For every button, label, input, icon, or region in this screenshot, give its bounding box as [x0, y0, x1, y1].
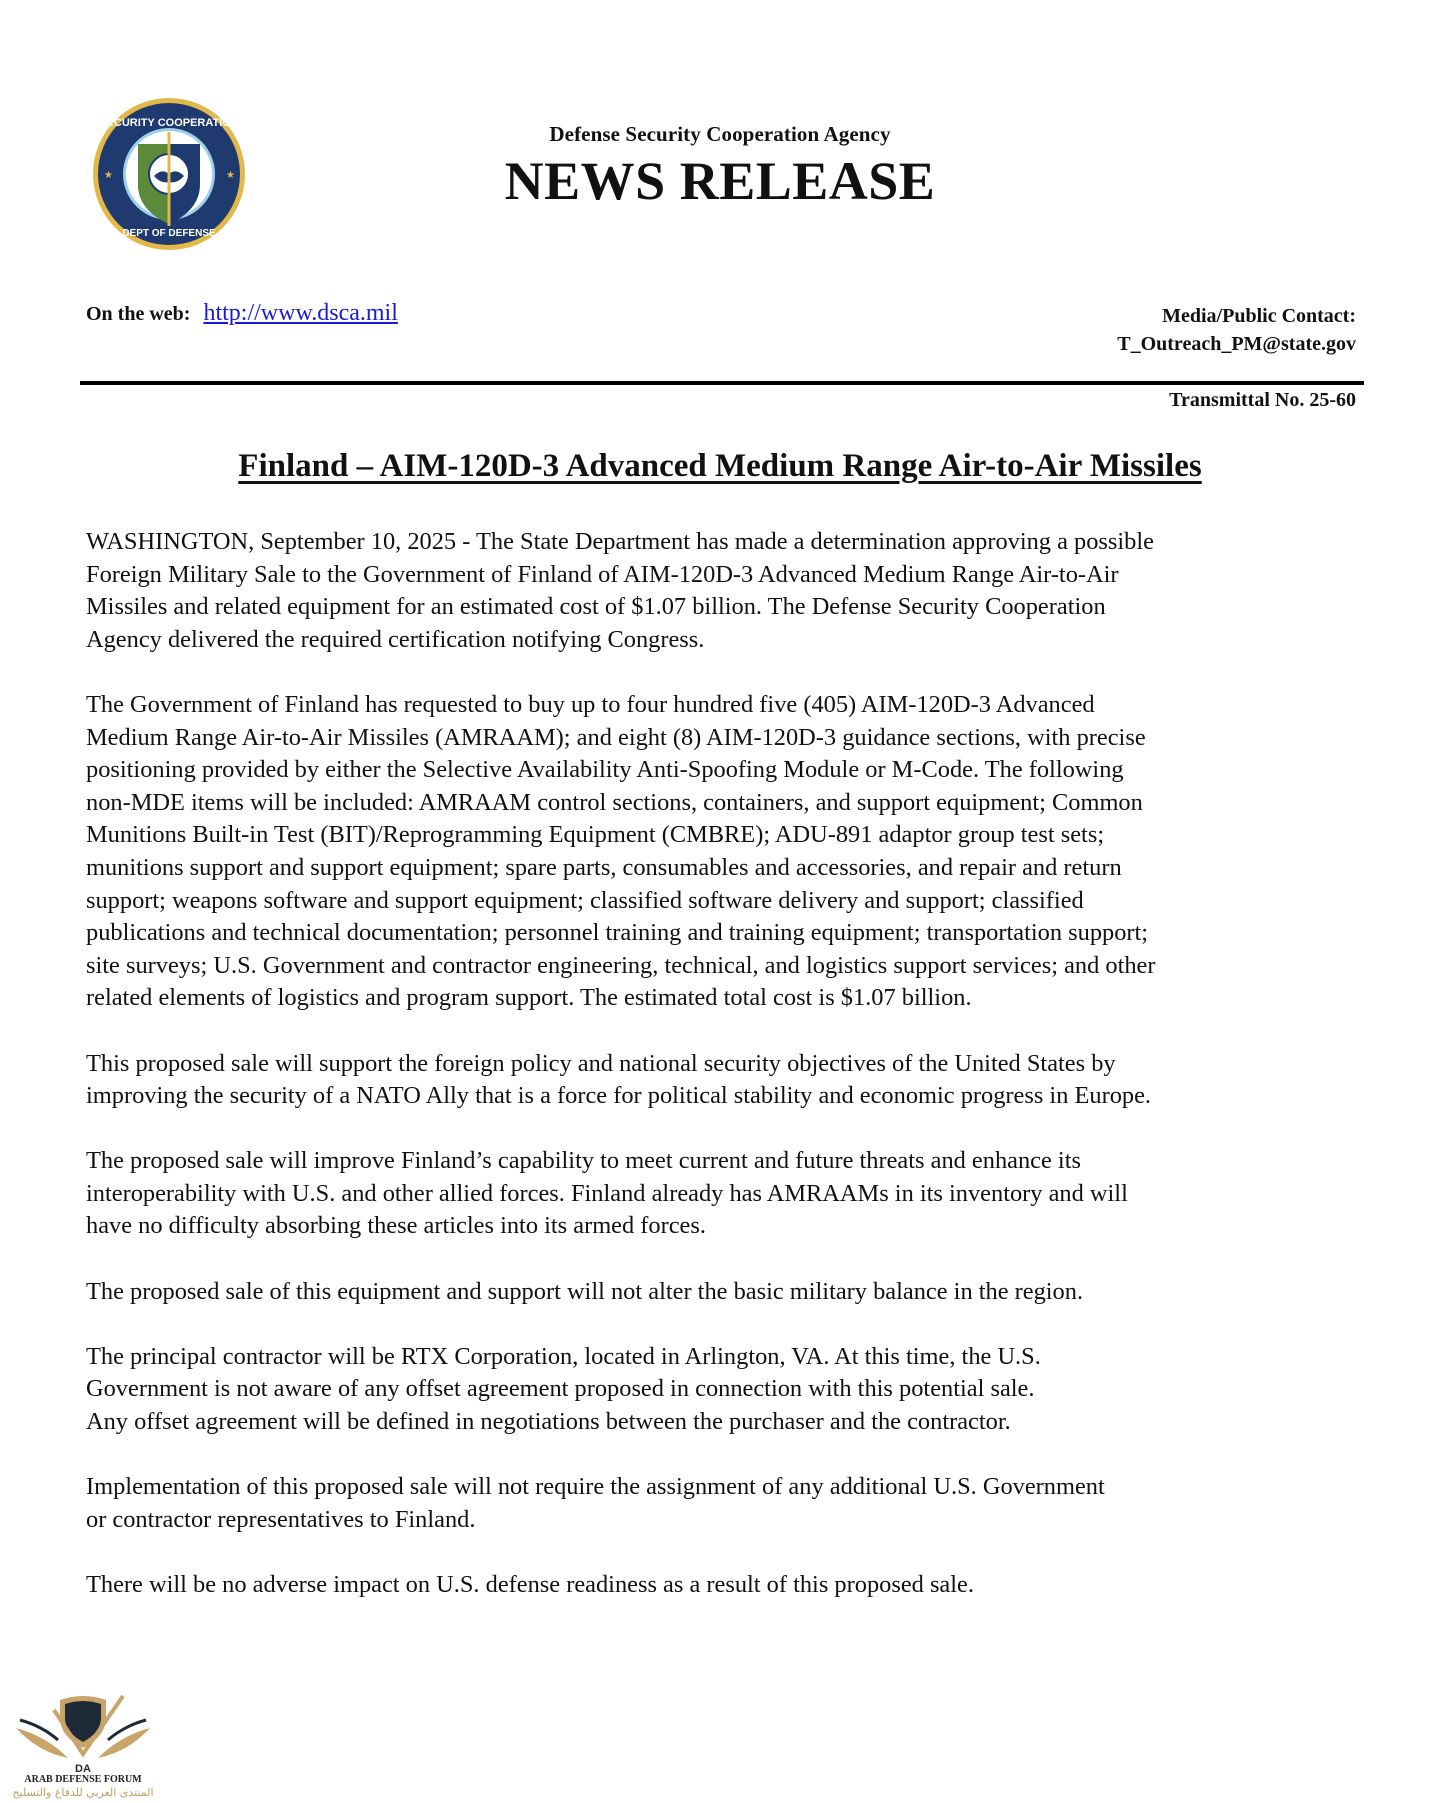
arab-defense-forum-logo-icon — [8, 1690, 158, 1774]
document-title-text: Finland – AIM-120D-3 Advanced Medium Range Air-to-Air Missiles — [238, 448, 1202, 484]
media-contact — [1117, 302, 1356, 358]
paragraph-military-balance: The proposed sale of this equipment and support will not alter the basic military balance in the region. — [86, 1277, 1084, 1305]
watermark-name: ARAB DEFENSE FORUM — [24, 1774, 142, 1785]
svg-text:SECURITY COOPERATION: SECURITY COOPERATION — [99, 117, 239, 129]
svg-text:★: ★ — [104, 170, 113, 181]
release-body — [86, 526, 1376, 1634]
agency-name: Defense Security Cooperation Agency — [549, 122, 891, 146]
paragraph-capability: The proposed sale will improve Finland’s capability to meet current and future threats and enhance its interoperability with U.S. and other allied forces. Finland already has AMRAAMs in its inventory and will have no difficulty absorbing these articles into its armed forces. — [86, 1147, 1128, 1240]
paragraph-request-details: The Government of Finland has requested to buy up to four hundred five (405) AIM-120D-3 Advanced Medium Range Air-to-Air Missiles (AMRAAM); and eight (8) AIM-120D-3 guidance sections, with precise positioning provided by either the Selective Availability Anti-Spoofing Module or M-Code. The following non-MDE items will be included: AMRAAM control sections, containers, and support equipment; Common Munitions Built-in Test (BIT)/Reprogramming Equipment (CMBRE); ADU-891 adaptor group test sets; munitions support and support equipment; spare parts, consumables and accessories, and repair and return support; weapons software and support equipment; classified software delivery and support; classified publications and technical documentation; personnel training and training equipment; transportation support; site surveys; U.S. Government and contractor engineering, technical, and logistics support services; and other related elements of logistics and program support. The estimated total cost is $1.07 billion. — [86, 690, 1156, 1012]
paragraph-announcement: WASHINGTON, September 10, 2025 - The State Department has made a determination approving a possible Foreign Military Sale to the Government of Finland of AIM-120D-3 Advanced Medium Range Air-to-Air Missiles and related equipment for an estimated cost of $1.07 billion. The Defense Security Cooperation Agency delivered the required certification notifying Congress. — [86, 528, 1154, 653]
svg-text:★: ★ — [226, 170, 235, 181]
arab-defense-forum-watermark — [8, 1690, 158, 1800]
svg-text:DA: DA — [75, 1763, 91, 1774]
transmittal-number: Transmittal No. 25-60 — [1169, 389, 1356, 411]
masthead — [0, 122, 1440, 211]
web-label: On the web: — [86, 303, 191, 325]
paragraph-contractor: The principal contractor will be RTX Corporation, located in Arlington, VA. At this time, the U.S. Government is not aware of any offset agreement proposed in connection with this potential sale. Any offset agreement will be defined in negotiations between the purchaser and the contractor. — [86, 1342, 1041, 1436]
paragraph-foreign-policy: This proposed sale will support the foreign policy and national security objectives of the United States by improving the security of a NATO Ally that is a force for political stability and economic progress in Europe. — [86, 1049, 1152, 1110]
header-divider — [80, 381, 1364, 385]
web-info — [86, 300, 398, 327]
contact-label: Media/Public Contact: — [1162, 305, 1356, 327]
paragraph-implementation: Implementation of this proposed sale will not require the assignment of any additional U.S. Government or contractor representatives to Finland. — [86, 1473, 1105, 1533]
news-release-title: NEWS RELEASE — [504, 151, 936, 211]
document-title — [0, 448, 1440, 485]
watermark-arabic-name: المنتدى العربي للدفاع والتسليح — [12, 1786, 154, 1799]
dsca-website-link[interactable]: http://www.dsca.mil — [203, 300, 398, 326]
svg-text:DEPT OF DEFENSE: DEPT OF DEFENSE — [122, 228, 216, 239]
paragraph-readiness: There will be no adverse impact on U.S. defense readiness as a result of this proposed sale. — [86, 1571, 974, 1598]
contact-email: T_Outreach_PM@state.gov — [1117, 333, 1356, 355]
